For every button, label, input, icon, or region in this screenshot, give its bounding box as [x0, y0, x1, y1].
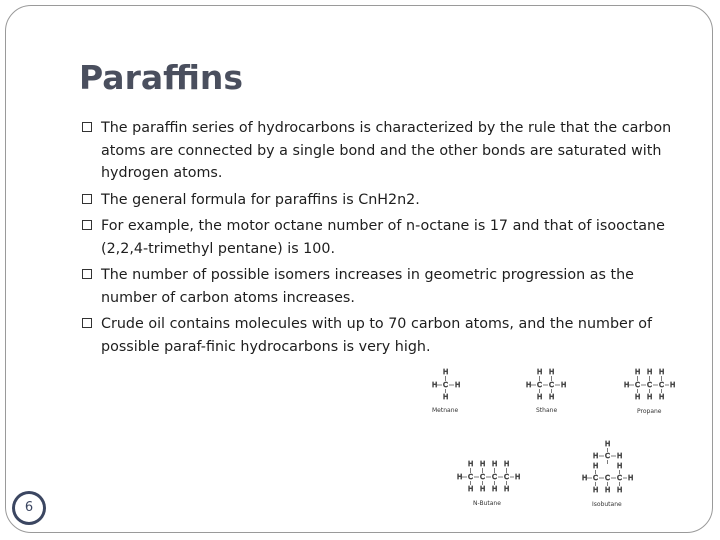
isobutane-diagram: [580, 438, 640, 514]
svg-text:H: H: [647, 393, 653, 401]
bullet-item: [82, 117, 682, 185]
svg-text:C: C: [504, 473, 509, 481]
svg-text:H: H: [647, 368, 653, 376]
svg-text:C: C: [647, 381, 652, 389]
svg-text:C: C: [659, 381, 664, 389]
bullet-box-icon: [82, 269, 92, 279]
svg-text:C: C: [480, 473, 485, 481]
svg-text:C: C: [605, 452, 610, 460]
bullet-text: For example, the motor octane number of n-octane is 17 and that of isooctane (2,2,4-trimethyl pentane) is 100.: [101, 218, 665, 257]
svg-text:C: C: [537, 381, 542, 389]
svg-text:H: H: [617, 462, 623, 470]
svg-text:C: C: [443, 381, 448, 389]
propane-label: Propane: [637, 408, 662, 415]
svg-text:H: H: [549, 393, 555, 401]
svg-text:H: H: [549, 368, 555, 376]
svg-text:H: H: [443, 393, 449, 401]
svg-text:H: H: [659, 393, 665, 401]
svg-text:H: H: [582, 474, 588, 482]
svg-text:H: H: [605, 486, 611, 494]
svg-text:C: C: [549, 381, 554, 389]
svg-text:C: C: [605, 474, 610, 482]
svg-text:H: H: [457, 473, 463, 481]
svg-text:H: H: [480, 460, 486, 468]
svg-text:C: C: [593, 474, 598, 482]
bullet-item: [82, 189, 682, 212]
bullet-text: The general formula for paraffins is CnH2n2.: [101, 191, 420, 208]
svg-text:H: H: [537, 393, 543, 401]
svg-text:H: H: [443, 368, 449, 376]
bullet-box-icon: [82, 220, 92, 230]
methane-label: Metnane: [432, 407, 459, 414]
bullet-box-icon: [82, 318, 92, 328]
svg-text:H: H: [593, 462, 599, 470]
bullet-box-icon: [82, 194, 92, 204]
svg-text:H: H: [468, 485, 474, 493]
svg-text:H: H: [561, 381, 567, 389]
svg-text:H: H: [624, 381, 630, 389]
svg-text:H: H: [617, 486, 623, 494]
svg-text:H: H: [605, 440, 611, 448]
svg-text:H: H: [537, 368, 543, 376]
svg-text:H: H: [635, 368, 641, 376]
svg-text:H: H: [492, 485, 498, 493]
svg-text:H: H: [455, 381, 461, 389]
svg-text:H: H: [515, 473, 521, 481]
svg-text:C: C: [492, 473, 497, 481]
page-number-badge: [12, 491, 46, 525]
svg-text:H: H: [635, 393, 641, 401]
svg-text:H: H: [504, 485, 510, 493]
slide-title: Paraffins: [79, 58, 244, 97]
svg-text:H: H: [593, 452, 599, 460]
ethane-label: Sthane: [536, 407, 558, 414]
methane-diagram: [428, 366, 472, 418]
svg-text:H: H: [617, 452, 623, 460]
ethane-diagram: [524, 366, 572, 420]
svg-text:H: H: [593, 486, 599, 494]
svg-text:C: C: [635, 381, 640, 389]
svg-text:C: C: [617, 474, 622, 482]
bullet-text: The number of possible isomers increases in geometric progression as the number of carbon atoms increases.: [101, 267, 634, 306]
svg-text:H: H: [468, 460, 474, 468]
bullet-list: [82, 117, 682, 362]
svg-text:C: C: [468, 473, 473, 481]
svg-text:H: H: [480, 485, 486, 493]
svg-text:H: H: [432, 381, 438, 389]
bullet-item: [82, 215, 682, 260]
bullet-box-icon: [82, 122, 92, 132]
svg-text:H: H: [492, 460, 498, 468]
svg-text:H: H: [526, 381, 532, 389]
svg-text:H: H: [670, 381, 676, 389]
n-butane-label: N-Butane: [473, 500, 501, 507]
bullet-item: [82, 313, 682, 358]
page-number: 6: [15, 494, 43, 522]
isobutane-label: Isobutane: [592, 501, 622, 508]
bullet-text: Crude oil contains molecules with up to 70 carbon atoms, and the number of possible paraf-finic hydrocarbons is very high.: [101, 316, 653, 355]
bullet-item: [82, 264, 682, 309]
n-butane-diagram: [455, 458, 523, 514]
bullet-text: The paraffin series of hydrocarbons is characterized by the rule that the carbon atoms are connected by a single bond and the other bonds are saturated with hydrogen atoms.: [101, 120, 672, 181]
svg-text:H: H: [504, 460, 510, 468]
propane-diagram: [622, 366, 680, 420]
svg-text:H: H: [628, 474, 634, 482]
svg-text:H: H: [659, 368, 665, 376]
